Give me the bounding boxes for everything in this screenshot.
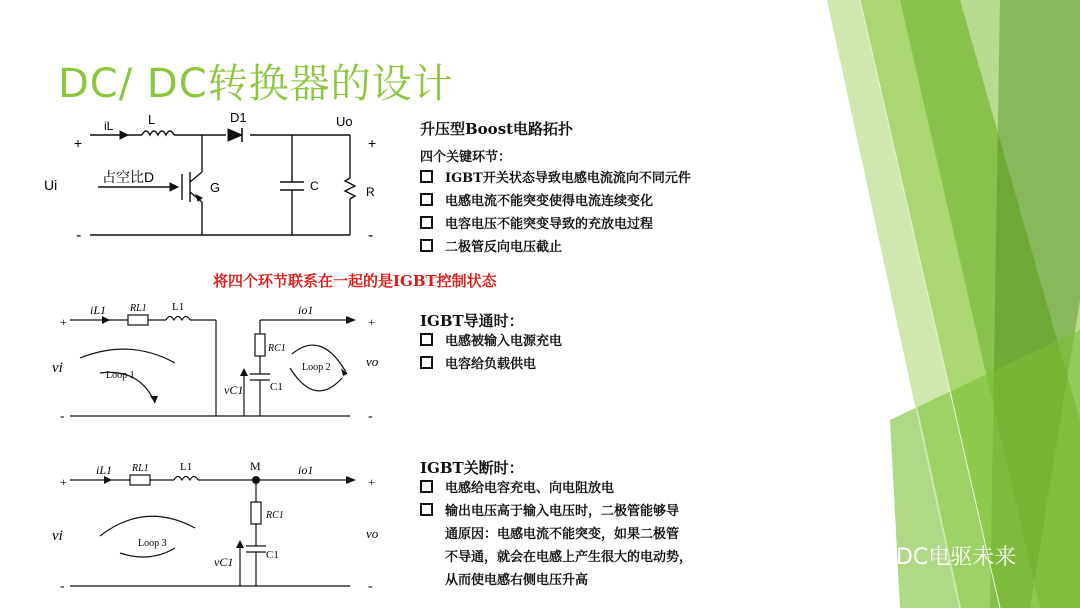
checkbox-icon (420, 239, 433, 252)
checkbox-icon (420, 333, 433, 346)
checkbox-icon (420, 503, 433, 516)
igbt-off-bullet-list (420, 477, 692, 592)
boost-minus-left: - (76, 227, 82, 244)
boost-plus-right: + (368, 135, 377, 151)
igbt-on-bullet-list (420, 330, 562, 376)
list-item: 二极管反向电压截止 (420, 236, 691, 259)
boost-capacitor-label: C (310, 179, 319, 193)
igbt-on-heading: IGBT导通时： (420, 312, 524, 330)
list-item: 电感给电容充电、向电阻放电 (420, 477, 692, 500)
boost-uo-label: Uo (336, 114, 353, 129)
on-minus-left: - (60, 409, 65, 424)
wechat-icon (840, 541, 874, 571)
boost-resistor-label: R (366, 185, 375, 199)
boost-inductor-label: L (148, 112, 156, 127)
on-io1-label: io1 (298, 303, 314, 317)
igbt-on-circuit-diagram (40, 298, 400, 423)
page-title: DC/ DC转换器的设计 (58, 61, 454, 107)
boost-bullet-list (420, 167, 691, 259)
off-vi-label: vi (52, 528, 63, 544)
list-item: 电容电压不能突变导致的充放电过程 (420, 213, 691, 236)
list-item: 电容给负载供电 (420, 353, 562, 376)
boost-gate-label: G (210, 180, 221, 195)
checkbox-icon (420, 216, 433, 229)
boost-plus-left: + (74, 135, 83, 151)
list-item: 电感被输入电源充电 (420, 330, 562, 353)
on-c1-label: C1 (270, 381, 283, 393)
control-state-note: 将四个环节联系在一起的是IGBT控制状态 (213, 272, 497, 290)
loop1-label: Loop 1 (106, 370, 135, 381)
on-vi-label: vi (52, 360, 63, 376)
boost-diode-label: D1 (230, 110, 247, 125)
list-item: 电感电流不能突变使得电流连续变化 (420, 190, 691, 213)
checkbox-icon (420, 480, 433, 493)
off-node-m-label: M (250, 459, 261, 473)
on-vc1-label: vC1 (224, 383, 244, 397)
loop3-label: Loop 3 (138, 538, 167, 549)
loop2-label: Loop 2 (302, 362, 331, 373)
on-plus-left: + (60, 315, 67, 329)
checkbox-icon (420, 193, 433, 206)
boost-heading: 升压型Boost电路拓扑 (420, 120, 574, 138)
off-plus-right: + (368, 475, 375, 489)
igbt-off-heading: IGBT关断时： (420, 459, 524, 477)
boost-ui-label: Ui (44, 177, 58, 193)
off-il1-label: iL1 (96, 463, 113, 477)
boost-circuit-diagram (44, 110, 400, 245)
list-item-continuation: 从而使电感右侧电压升高 (445, 573, 589, 588)
off-rl1-label: RL1 (132, 463, 149, 474)
off-vo-label: vo (366, 526, 379, 541)
on-rl1-label: RL1 (130, 303, 147, 314)
off-minus-right: - (368, 579, 373, 594)
boost-il-label: iL (104, 119, 114, 133)
off-io1-label: io1 (298, 463, 314, 477)
off-l1-label: L1 (180, 461, 193, 473)
watermark-text: EDC电驱未来 (882, 545, 1017, 570)
on-l1-label: L1 (172, 301, 185, 313)
on-vo-label: vo (366, 354, 379, 369)
boost-duty-label: 占空比D (102, 169, 155, 185)
off-vc1-label: vC1 (214, 555, 234, 569)
checkbox-icon (420, 170, 433, 183)
boost-subheading: 四个关键环节： (420, 150, 512, 165)
on-il1-label: iL1 (90, 303, 107, 317)
on-plus-right: + (368, 315, 375, 329)
checkbox-icon (420, 356, 433, 369)
off-minus-left: - (60, 579, 65, 594)
watermark (840, 540, 1016, 571)
on-minus-right: - (368, 409, 373, 424)
list-item: IGBT开关状态导致电感电流流向不同元件 (420, 167, 691, 190)
off-c1-label: C1 (266, 549, 279, 561)
list-item-continuation: 通原因：电感电流不能突变，如果二极管 (445, 527, 680, 542)
list-item: 输出电压高于输入电压时，二极管能够导 (420, 500, 692, 523)
boost-minus-right: - (368, 227, 374, 244)
on-rc1-label: RC1 (268, 343, 286, 354)
off-rc1-label: RC1 (266, 510, 284, 521)
off-plus-left: + (60, 475, 67, 489)
list-item-continuation: 不导通，就会在电感上产生很大的电动势， (445, 550, 693, 565)
igbt-off-circuit-diagram (40, 458, 400, 598)
